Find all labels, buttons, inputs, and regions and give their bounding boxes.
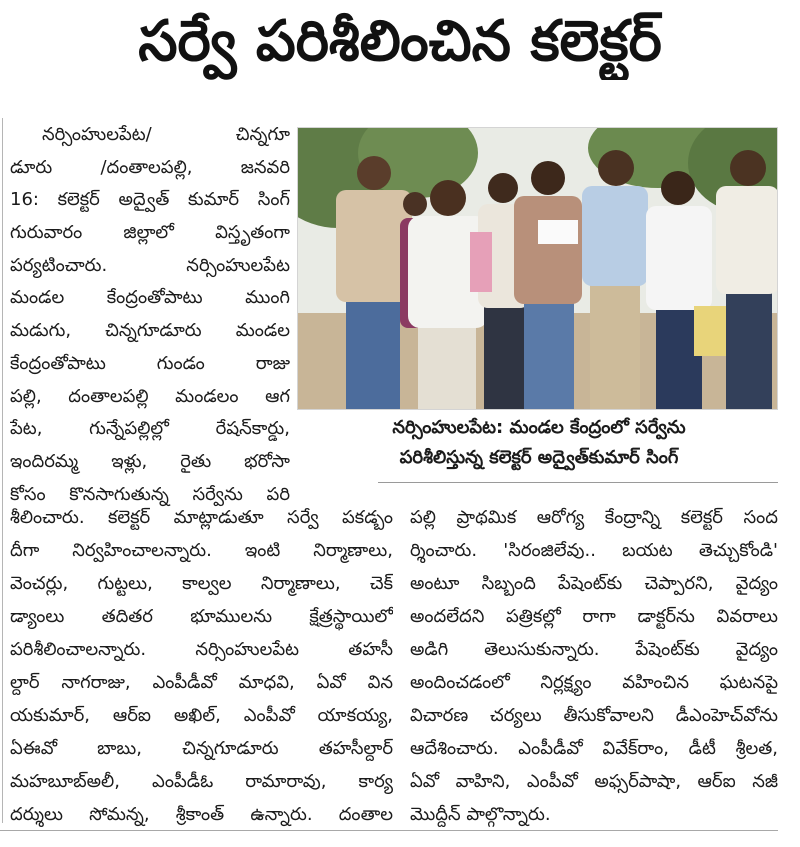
text-line: విచారణ చర్యలు తీసుకోవాలని డీఎంహెచ్‌వోను — [410, 705, 778, 726]
text-line: పర్యటించారు. నర్సింహులపేట — [10, 254, 290, 276]
text-line: పల్లి ప్రాథమిక ఆరోగ్య కేంద్రాన్ని కలెక్టర్ సంద — [410, 507, 778, 528]
text-line: నర్సింహులపేట/ చిన్నగూ — [42, 124, 290, 145]
text-line: మొద్దీన్ పాల్గొన్నారు. — [410, 804, 551, 825]
text-line: కోసం కొనసాగుతున్న సర్వేను పరి — [10, 483, 290, 505]
text-line: వెంచర్లు, గుట్టలు, కాల్వల నిర్మాణాలు, చెక్ — [10, 573, 393, 594]
text-line: మహబూబ్‌అలీ, ఎంపీడీఓ రామారావు, కార్య — [10, 771, 393, 792]
text-line: దర్శులు సోమన్న, శ్రీకాంత్ ఉన్నారు. దంతాల — [10, 804, 393, 825]
article-column-left — [10, 501, 393, 831]
text-line: దీగా నిర్వహించాలన్నారు. ఇంటి నిర్మాణాలు, — [10, 540, 393, 561]
text-line: పేట, గున్నేపల్లిల్లో రేషన్‌కార్డు, — [10, 418, 290, 440]
text-line: డూరు /దంతాలపల్లి, జనవరి — [10, 156, 290, 178]
text-line: శీలించారు. కలెక్టర్ మాట్లాడుతూ సర్వే పకడ్బం — [10, 507, 393, 528]
text-line: మడుగు, చిన్నగూడూరు మండల — [10, 320, 290, 342]
text-line: డ్యాంలు తదితర భూములను క్షేత్రస్థాయిలో — [10, 606, 393, 627]
caption-rule — [378, 482, 778, 483]
text-line: కేంద్రంతోపాటు గుండం రాజు — [10, 352, 290, 374]
intro-text — [10, 119, 290, 511]
text-line: ర్శించారు. 'సిరంజిలేవు.. బయట తెచ్చుకోండి' — [410, 540, 778, 561]
caption-line: పరిశీలిస్తున్న కలెక్టర్ అద్వైత్‌కుమార్ సింగ్ — [399, 447, 679, 468]
person — [582, 150, 648, 410]
text-line: ఏఈవో బాబు, చిన్నగూడూరు తహసీల్దార్ — [10, 738, 393, 759]
text-line: ఆదేశించారు. ఎంపీడీవో వివేక్‌రాం, డీటీ శ్రీలత, — [410, 738, 778, 759]
text-line: అందలేదని పత్రికల్లో రాగా డాక్టర్‌ను వివరాలు — [410, 606, 778, 627]
text-line: మండల కేంద్రంతోపాటు ముంగి — [10, 287, 290, 309]
collector-inspection-photo — [298, 128, 778, 410]
text-line: పరిశీలించాలన్నారు. నర్సింహులపేట తహసీ — [10, 639, 393, 660]
text-line: అంటూ సిబ్బంది పేషెంట్‌కు చెప్పారని, వైద్యం — [410, 573, 778, 594]
caption-line: నర్సింహులపేట: మండల కేంద్రంలో సర్వేను — [392, 417, 686, 438]
text-line: ఇందిరమ్మ ఇళ్లు, రైతు భరోసా — [10, 450, 290, 472]
text-line: యకుమార్, ఆర్ఐ అఖిల్, ఎంపీవో యాకయ్య, — [10, 705, 393, 726]
text-line: ఏవో వాహిని, ఎంపీవో అఫ్సర్‌పాషా, ఆర్ఐ నజీ — [410, 771, 778, 792]
article-column-right — [410, 501, 778, 831]
text-line: గురువారం జిల్లాలో విస్తృతంగా — [10, 222, 290, 244]
text-line: ల్దార్ నాగరాజు, ఎంపీడీవో మాధవి, ఏవో విన — [10, 672, 393, 693]
person — [514, 161, 582, 410]
headline: సర్వే పరిశీలించిన కలెక్టర్ — [138, 9, 662, 74]
text-line: అందించడంలో నిర్లక్ష్యం వహించిన ఘటనపై — [410, 672, 778, 693]
left-column-rule — [2, 118, 3, 823]
news-photo — [297, 127, 778, 410]
text-line: పల్లి, దంతాలపల్లి మండలం ఆగ — [10, 385, 290, 407]
photo-caption — [300, 413, 778, 473]
text-line: అడిగి తెలుసుకున్నారు. పేషెంట్‌కు వైద్యం — [410, 639, 778, 660]
text-line: 16: కలెక్టర్ అద్వైత్ కుమార్ సింగ్ — [10, 189, 290, 211]
bottom-rule — [0, 830, 778, 831]
